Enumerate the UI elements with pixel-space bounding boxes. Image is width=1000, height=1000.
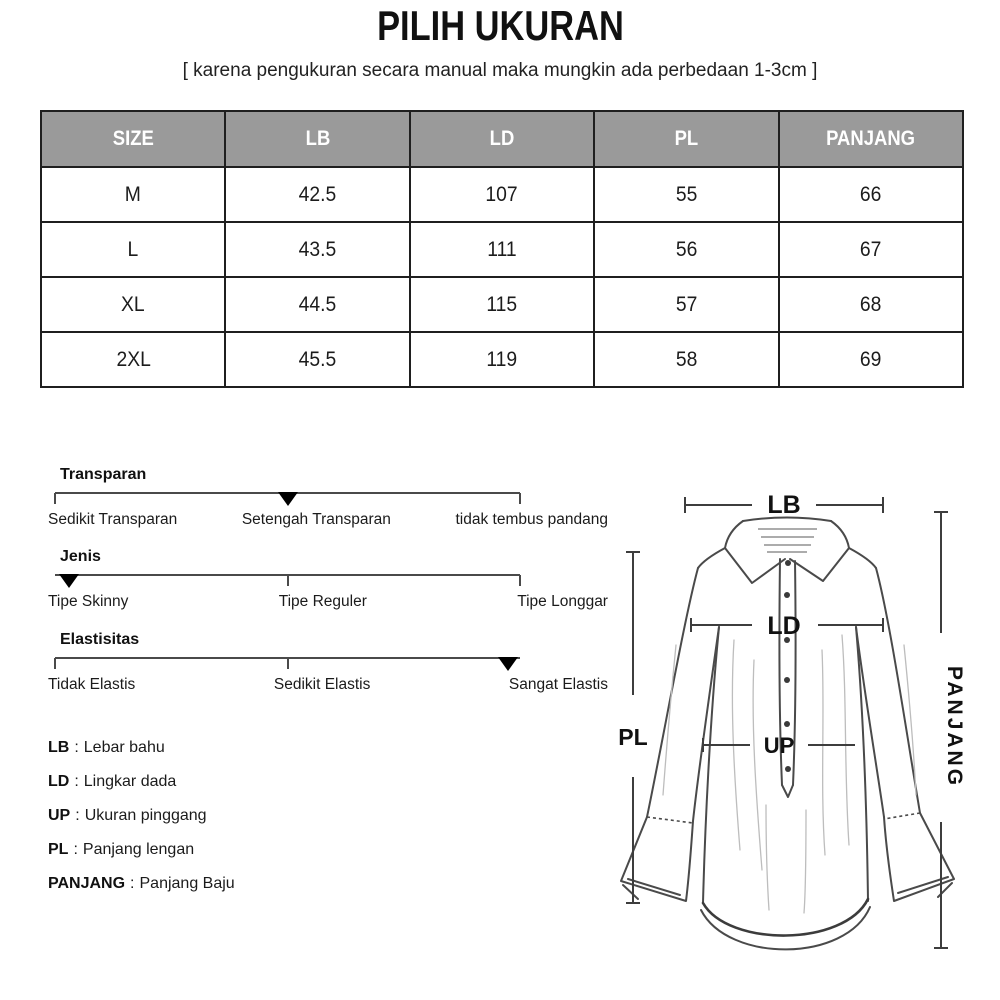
scale-tick	[287, 658, 289, 669]
ld-label: LD	[767, 612, 801, 640]
table-row	[41, 167, 963, 222]
selected-level-marker-icon	[278, 492, 298, 506]
page-subtitle	[0, 60, 1000, 82]
legend-separator: :	[130, 875, 135, 892]
legend-separator: :	[74, 739, 79, 756]
cell-size: XL	[41, 277, 225, 332]
legend-value: Ukuran pinggang	[84, 807, 207, 824]
legend-separator: :	[73, 841, 78, 858]
selected-level-marker-icon	[59, 574, 79, 588]
legend-key: LB	[48, 739, 70, 756]
scale-tick	[519, 575, 521, 586]
scale-transparan	[48, 466, 608, 529]
col-lb: LB	[225, 111, 409, 167]
shirt-body	[647, 548, 920, 903]
cell-lb: 42.5	[225, 167, 409, 222]
scale-option: Tipe Longgar	[517, 593, 608, 610]
scale-jenis	[48, 548, 608, 611]
cell-ld: 111	[410, 222, 594, 277]
legend-key: UP	[48, 807, 71, 824]
scale-option: Sangat Elastis	[508, 676, 608, 693]
hem-bottom	[701, 907, 870, 949]
legend-item	[48, 772, 235, 792]
scale-track	[55, 574, 520, 592]
legend-item	[48, 840, 235, 860]
legend-value: Panjang Baju	[139, 875, 235, 892]
scale-option: tidak tembus pandang	[455, 511, 608, 528]
page-subtitle-text: [ karena pengukuran secara manual maka mungkin ada perbedaan 1-3cm ]	[182, 60, 818, 81]
selected-level-marker-icon	[498, 657, 518, 671]
cell-pl: 56	[594, 222, 778, 277]
col-pl: PL	[594, 111, 778, 167]
scale-options	[48, 511, 608, 529]
cell-pl: 58	[594, 332, 778, 387]
col-ld: LD	[410, 111, 594, 167]
hem-band	[703, 899, 868, 936]
cell-size: M	[41, 167, 225, 222]
legend-value: Lingkar dada	[83, 773, 177, 790]
scale-elastisitas	[48, 631, 608, 694]
legend-key: LD	[48, 773, 70, 790]
legend-key: PANJANG	[48, 875, 126, 892]
cell-lb: 44.5	[225, 277, 409, 332]
shirt-collar	[725, 518, 849, 584]
legend-separator: :	[75, 807, 80, 824]
scale-track	[55, 657, 520, 675]
scale-tick	[519, 493, 521, 504]
panjang-label: PANJANG	[943, 665, 966, 789]
cell-ld: 107	[410, 167, 594, 222]
cell-pl: 57	[594, 277, 778, 332]
cell-size: 2XL	[41, 332, 225, 387]
right-cuff	[884, 813, 954, 901]
collar-band-stripes	[758, 529, 817, 552]
scale-tick	[54, 658, 56, 669]
size-table-header-row	[41, 111, 963, 167]
legend-item	[48, 874, 235, 894]
shirt-measurement-diagram	[606, 455, 998, 1000]
table-row	[41, 222, 963, 277]
legend-value: Panjang lengan	[82, 841, 195, 858]
page-title-text: PILIH UKURAN	[376, 2, 624, 49]
cell-ld: 119	[410, 332, 594, 387]
col-size: SIZE	[41, 111, 225, 167]
scale-option: Sedikit Transparan	[48, 511, 178, 528]
cell-lb: 45.5	[225, 332, 409, 387]
col-panjang: PANJANG	[779, 111, 963, 167]
scale-options	[48, 676, 608, 694]
left-cuff	[621, 817, 693, 901]
table-row	[41, 332, 963, 387]
scale-option: Tipe Skinny	[48, 593, 129, 610]
legend-value: Lebar bahu	[83, 739, 165, 756]
scale-option: Setengah Transparan	[241, 511, 391, 528]
legend-item	[48, 806, 235, 826]
legend-key: PL	[48, 841, 69, 858]
cell-panjang: 68	[779, 277, 963, 332]
scale-option: Tipe Reguler	[278, 593, 367, 610]
cell-panjang: 69	[779, 332, 963, 387]
pl-label: PL	[618, 724, 648, 750]
scale-title: Jenis	[60, 548, 101, 565]
scale-title: Elastisitas	[60, 631, 140, 648]
cell-ld: 115	[410, 277, 594, 332]
scale-options	[48, 593, 608, 611]
right-cuff-seam	[884, 813, 920, 819]
cell-panjang: 67	[779, 222, 963, 277]
up-label: UP	[763, 733, 795, 758]
scale-option: Sedikit Elastis	[273, 676, 371, 693]
page-title	[0, 2, 1000, 50]
table-row	[41, 277, 963, 332]
legend-item	[48, 738, 235, 758]
legend-separator: :	[74, 773, 79, 790]
cell-pl: 55	[594, 167, 778, 222]
shirt-diagram-svg	[606, 455, 998, 1000]
lb-label: LB	[767, 491, 801, 519]
cell-panjang: 66	[779, 167, 963, 222]
left-cuff-seam	[647, 817, 693, 823]
scale-title: Transparan	[60, 466, 147, 483]
scale-tick	[54, 493, 56, 504]
cell-size: L	[41, 222, 225, 277]
measurement-legend	[48, 738, 235, 908]
size-table	[40, 110, 964, 388]
scale-option: Tidak Elastis	[48, 676, 136, 693]
scale-tick	[287, 575, 289, 586]
cell-lb: 43.5	[225, 222, 409, 277]
scale-track	[55, 492, 520, 510]
